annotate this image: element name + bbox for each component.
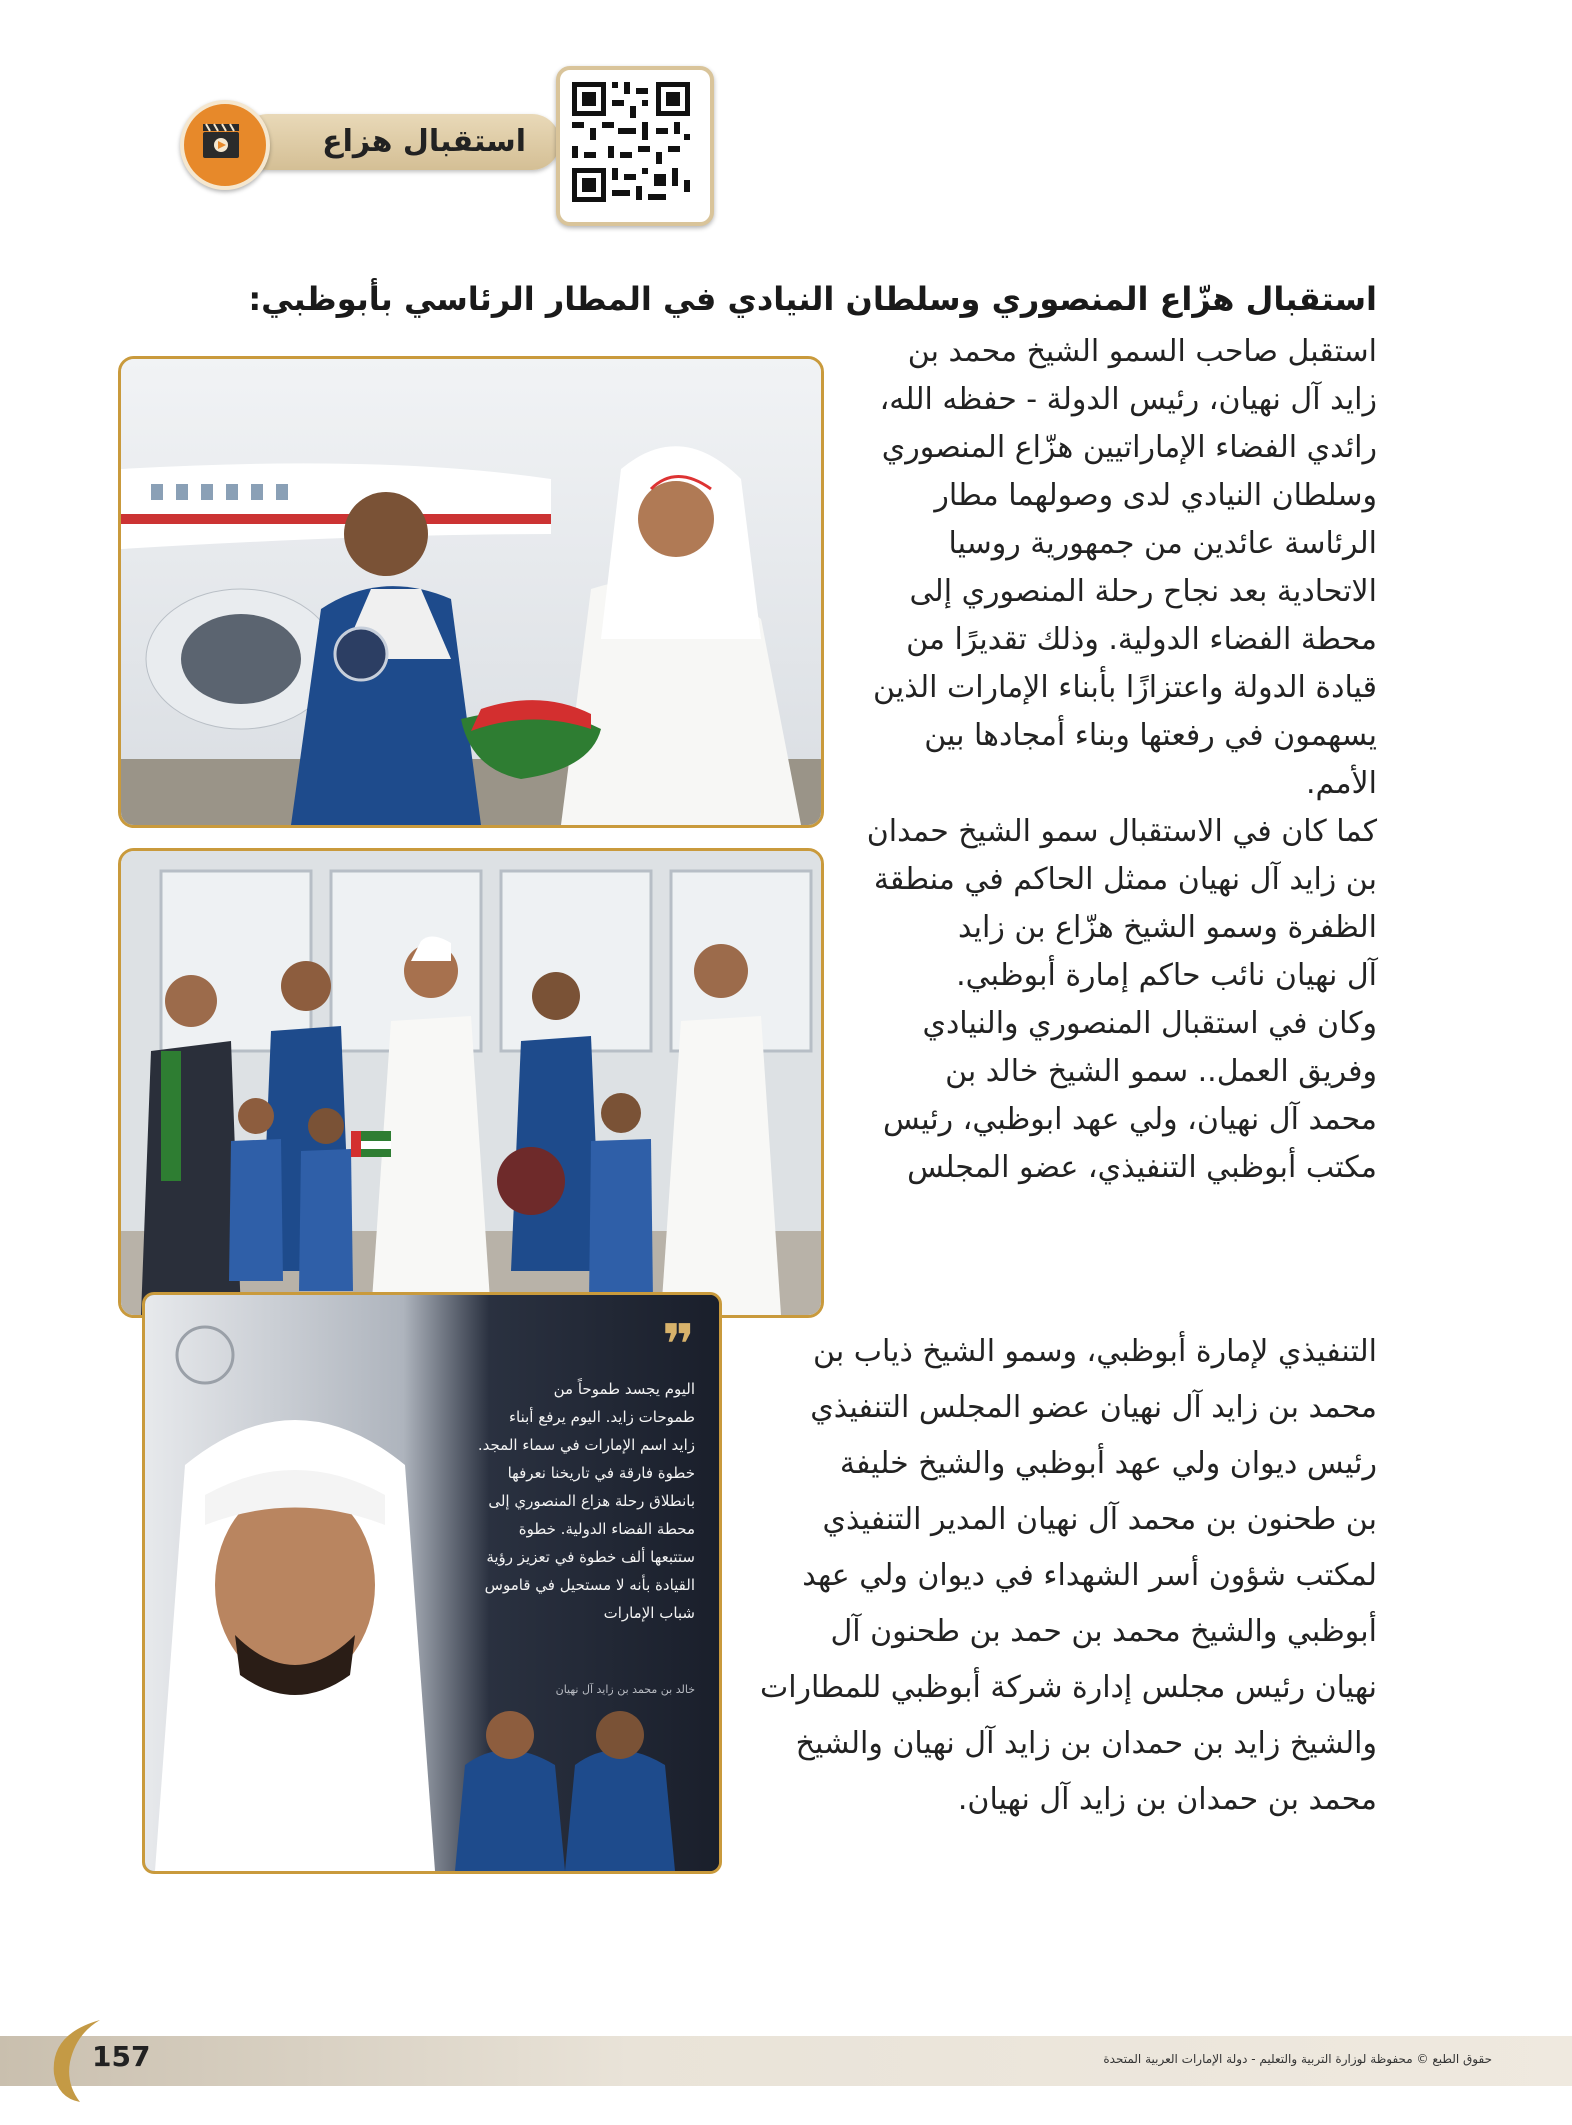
paragraph-line: التنفيذي لإمارة أبوظبي، وسمو الشيخ ذياب بن [813, 1334, 1377, 1369]
quote-line: ستتبعها ألف خطوة في تعزيز رؤية [486, 1548, 695, 1566]
quote-mark-icon: ❞ [662, 1313, 695, 1378]
poster-signature: خالد بن محمد بن زايد آل نهيان [555, 1683, 695, 1696]
group-photo [118, 848, 824, 1318]
paragraph-line: وكان في استقبال المنصوري والنيادي [922, 1006, 1377, 1041]
paragraph-line: محمد بن حمدان بن زايد آل نهيان. [957, 1782, 1377, 1817]
paragraph-line: الاتحادية بعد نجاح رحلة المنصوري إلى [909, 574, 1377, 609]
paragraph-line: محمد آل نهيان، ولي عهد ابوظبي، رئيس [882, 1102, 1377, 1137]
quote-line: خطوة فارقة في تاريخنا نعرفها [507, 1464, 695, 1482]
paragraph-line: والشيخ زايد بن حمدان بن زايد آل نهيان والشيخ [795, 1726, 1377, 1761]
quote-line: القيادة بأنه لا مستحيل في قاموس [484, 1576, 695, 1594]
quote-line: شباب الإمارات [603, 1604, 695, 1622]
paragraph-line: بن طحنون بن محمد آل نهيان المدير التنفيذي [822, 1502, 1377, 1537]
paragraph-line: أبوظبي والشيخ محمد بن حمد بن طحنون آل [830, 1614, 1377, 1649]
section-badge [180, 100, 580, 182]
paragraph-line: محطة الفضاء الدولية. وذلك تقديرًا من [906, 622, 1377, 657]
quote-poster [142, 1292, 722, 1874]
paragraph-line: كما كان في الاستقبال سمو الشيخ حمدان [866, 814, 1377, 849]
article-heading: استقبال هزّاع المنصوري وسلطان النيادي في المطار الرئاسي بأبوظبي: [248, 280, 1377, 318]
paragraph-line: مكتب أبوظبي التنفيذي، عضو المجلس [907, 1150, 1377, 1185]
paragraph-line: الظفرة وسمو الشيخ هزّاع بن زايد [957, 910, 1377, 945]
paragraph-line: وفريق العمل.. سمو الشيخ خالد بن [945, 1054, 1377, 1089]
quote-line: طموحات زايد. اليوم يرفع أبناء [508, 1408, 695, 1426]
page-number: 157 [92, 2040, 151, 2073]
paragraph-line: استقبل صاحب السمو الشيخ محمد بن [907, 334, 1377, 369]
poster-quote [435, 1375, 695, 1627]
video-clapper-icon[interactable] [180, 100, 270, 190]
paragraph-line: لمكتب شؤون أسر الشهداء في ديوان ولي عهد [802, 1558, 1377, 1593]
qr-code-icon[interactable] [556, 66, 714, 226]
paragraph-line: يسهمون في رفعتها وبناء أمجادها بين [924, 718, 1377, 753]
paragraph-line: رائدي الفضاء الإماراتيين هزّاع المنصوري [881, 430, 1377, 465]
quote-line: بانطلاق رحلة هزاع المنصوري إلى [488, 1492, 695, 1510]
quote-line: محطة الفضاء الدولية. خطوة [518, 1520, 695, 1538]
paragraph-line: الرئاسة عائدين من جمهورية روسيا [948, 526, 1377, 561]
paragraph-line: آل نهيان نائب حاكم إمارة أبوظبي. [956, 958, 1377, 993]
quote-line: اليوم يجسد طموحاً من [553, 1380, 695, 1398]
badge-label: استقبال هزاع [322, 124, 526, 159]
paragraph-line: نهيان رئيس مجلس إدارة شركة أبوظبي للمطارات [759, 1670, 1377, 1705]
paragraph-line: الأمم. [1305, 766, 1377, 801]
footer-copyright: حقوق الطبع © محفوظة لوزارة التربية والتعليم - دولة الإمارات العربية المتحدة [1103, 2052, 1492, 2066]
paragraph-line: زايد آل نهيان، رئيس الدولة - حفظه الله، [879, 382, 1377, 417]
paragraph-line: محمد بن زايد آل نهيان عضو المجلس التنفيذي [810, 1390, 1377, 1425]
paragraph-line: وسلطان النيادي لدى وصولهما مطار [934, 478, 1377, 513]
airport-welcome-photo [118, 356, 824, 828]
paragraph-line: بن زايد آل نهيان ممثل الحاكم في منطقة [873, 862, 1377, 897]
paragraph-line: رئيس ديوان ولي عهد أبوظبي والشيخ خليفة [839, 1446, 1377, 1481]
quote-line: زايد اسم الإمارات في سماء المجد. [477, 1436, 695, 1454]
badge-pill [240, 114, 560, 170]
paragraph-line: قيادة الدولة واعتزازًا بأبناء الإمارات الذين [873, 670, 1377, 705]
